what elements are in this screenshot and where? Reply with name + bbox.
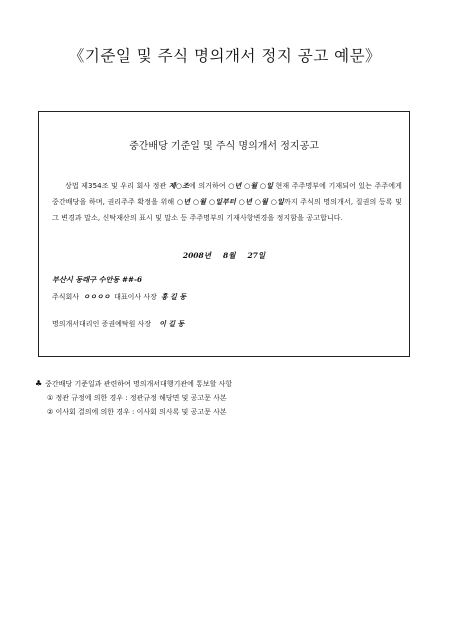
body-handwritten-article: 제○조 [168,181,190,190]
body-text-2: 에 의거하여 [189,182,229,190]
representative-title: 대표이사 사장 [114,293,157,301]
date-day: 27일 [247,251,266,260]
footnote-heading-row [35,377,232,391]
notice-heading: 중간배당 기준일 및 주식 명의개서 정지공고 [129,141,319,152]
notice-body [52,178,402,226]
date-year: 2008년 [182,251,211,260]
footnote [35,377,232,419]
body-handwritten-record-date: ○년 ○월 ○일 [228,181,274,190]
body-handwritten-period: ○년 ○월 ○일부터 ○년 ○월 ○일 [176,197,285,206]
body-text-4: 까지 주식의 명의개서, 질권의 등록 및 그 변경과 말소, 신탁재산의 표시 및 말소 등 주주명부의 기재사항변경을 정지함을 공고합니다. [52,198,402,222]
company-line [52,292,186,302]
body-text-1: 상법 제354조 및 우리 회사 정관 [65,182,169,190]
club-icon: ♣ [35,379,43,388]
transfer-agent-line [52,319,184,329]
footnote-item: ① 정관 규정에 의한 경우 : 정관규정 해당면 및 공고문 사본 [47,394,227,402]
company-name: ㅇㅇㅇㅇ [83,292,111,301]
notice-box [38,111,410,357]
notice-date [39,250,409,261]
date-month: 8월 [222,251,236,260]
body-text-3: 현재 주주명부에 기재되어 있는 주주에게 중간배당을 하며, 권리주주 확정을 위해 [52,182,402,206]
footnote-item: ② 이사회 결의에 의한 경우 : 이사회 의사록 및 공고문 사본 [47,408,227,416]
company-address: 부산시 동래구 수안동 ##-6 [52,275,143,284]
company-prefix: 주식회사 [52,293,80,301]
page-title: 《기준일 및 주식 명의개서 정지 공고 예문》 [68,47,382,65]
transfer-agent-name: 이 길 동 [159,319,185,328]
transfer-agent-label: 명의개서대리인 증권예탁원 사장 [52,320,152,328]
representative-name: 홍 길 동 [160,292,187,301]
footnote-heading: 중간배당 기준일과 관련하여 명의개서대행기관에 통보할 사항 [45,380,233,388]
